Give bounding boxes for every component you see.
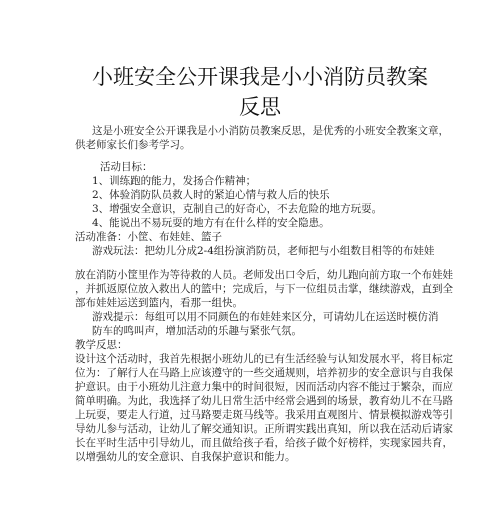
reflection-line: 导幼儿参与活动，让幼儿了解交通知识。正所谓实践出真知，所以我在活动后请家 bbox=[75, 423, 453, 435]
gameplay-text: 游戏玩法：把幼儿分成2-4组扮演消防员，老师把与小组数目相等的布娃娃 bbox=[92, 245, 435, 257]
goal-item: 1、训练跑的能力，发扬合作精神； bbox=[92, 175, 257, 187]
document-title-line-1: 小班安全公开课我是小小消防员教案 bbox=[92, 65, 428, 89]
reflection-line: 简单明确。为此，我选择了幼儿日常生活中经常会遇到的场景，教育幼儿不在马路 bbox=[75, 395, 453, 407]
document-title-line-2: 反思 bbox=[239, 95, 281, 119]
preparation-text: 活动准备：小筐、布娃娃、篮子 bbox=[75, 231, 222, 243]
reflection-line: 上玩耍，要走人行道，过马路要走斑马线等。我采用直观图片、情景模拟游戏等引 bbox=[75, 409, 453, 421]
goal-item: 2、体验消防队员救人时的紧迫心情与救人后的快乐 bbox=[92, 189, 330, 201]
reflection-line: 长在平时生活中引导幼儿，而且做给孩子看，给孩子做个好榜样，实现家园共育， bbox=[75, 437, 453, 449]
reflection-line: 设计这个活动时，我首先根据小班幼儿的已有生活经验与认知发展水平，将目标定 bbox=[75, 353, 453, 365]
gameplay-continued-line: ，并抓返原位放入救出人的篮中；完成后，与下一位组员击掌，继续游戏，直到全 bbox=[75, 283, 453, 295]
reflection-line: 以增强幼儿的安全意识、自我保护意识和能力。 bbox=[75, 451, 296, 463]
goal-item: 4、能说出不易玩耍的地方有在什么样的安全隐患。 bbox=[92, 217, 330, 229]
intro-line: 供老师家长们参考学习。 bbox=[75, 139, 191, 151]
reflection-line: 位为：了解行人在马路上应该遵守的一些交通规则，培养初步的安全意识与自我保 bbox=[75, 367, 453, 379]
goal-item: 3、增强安全意识，克制自己的好奇心，不去危险的地方玩耍。 bbox=[92, 203, 383, 215]
goals-heading: 活动目标： bbox=[100, 161, 153, 173]
gameplay-continued-line: 部布娃娃运送到篮内，看那一组快。 bbox=[75, 297, 243, 309]
tips-line: 游戏提示：每组可以用不同颜色的布娃娃来区分，可请幼儿在运送时模仿消 bbox=[92, 311, 439, 323]
reflection-heading: 教学反思： bbox=[75, 339, 128, 351]
intro-line: 这是小班安全公开课我是小小消防员教案反思，是优秀的小班安全教案文章， bbox=[92, 125, 449, 137]
tips-line: 防车的鸣叫声，增加活动的乐趣与紧张气氛。 bbox=[92, 325, 302, 337]
gameplay-continued-line: 放在消防小筐里作为等待救的人员。老师发出口令后，幼儿跑向前方取一个布娃娃 bbox=[75, 269, 453, 281]
reflection-line: 护意识。由于小班幼儿注意力集中的时间很短，因而活动内容不能过于繁杂，而应 bbox=[75, 381, 453, 393]
